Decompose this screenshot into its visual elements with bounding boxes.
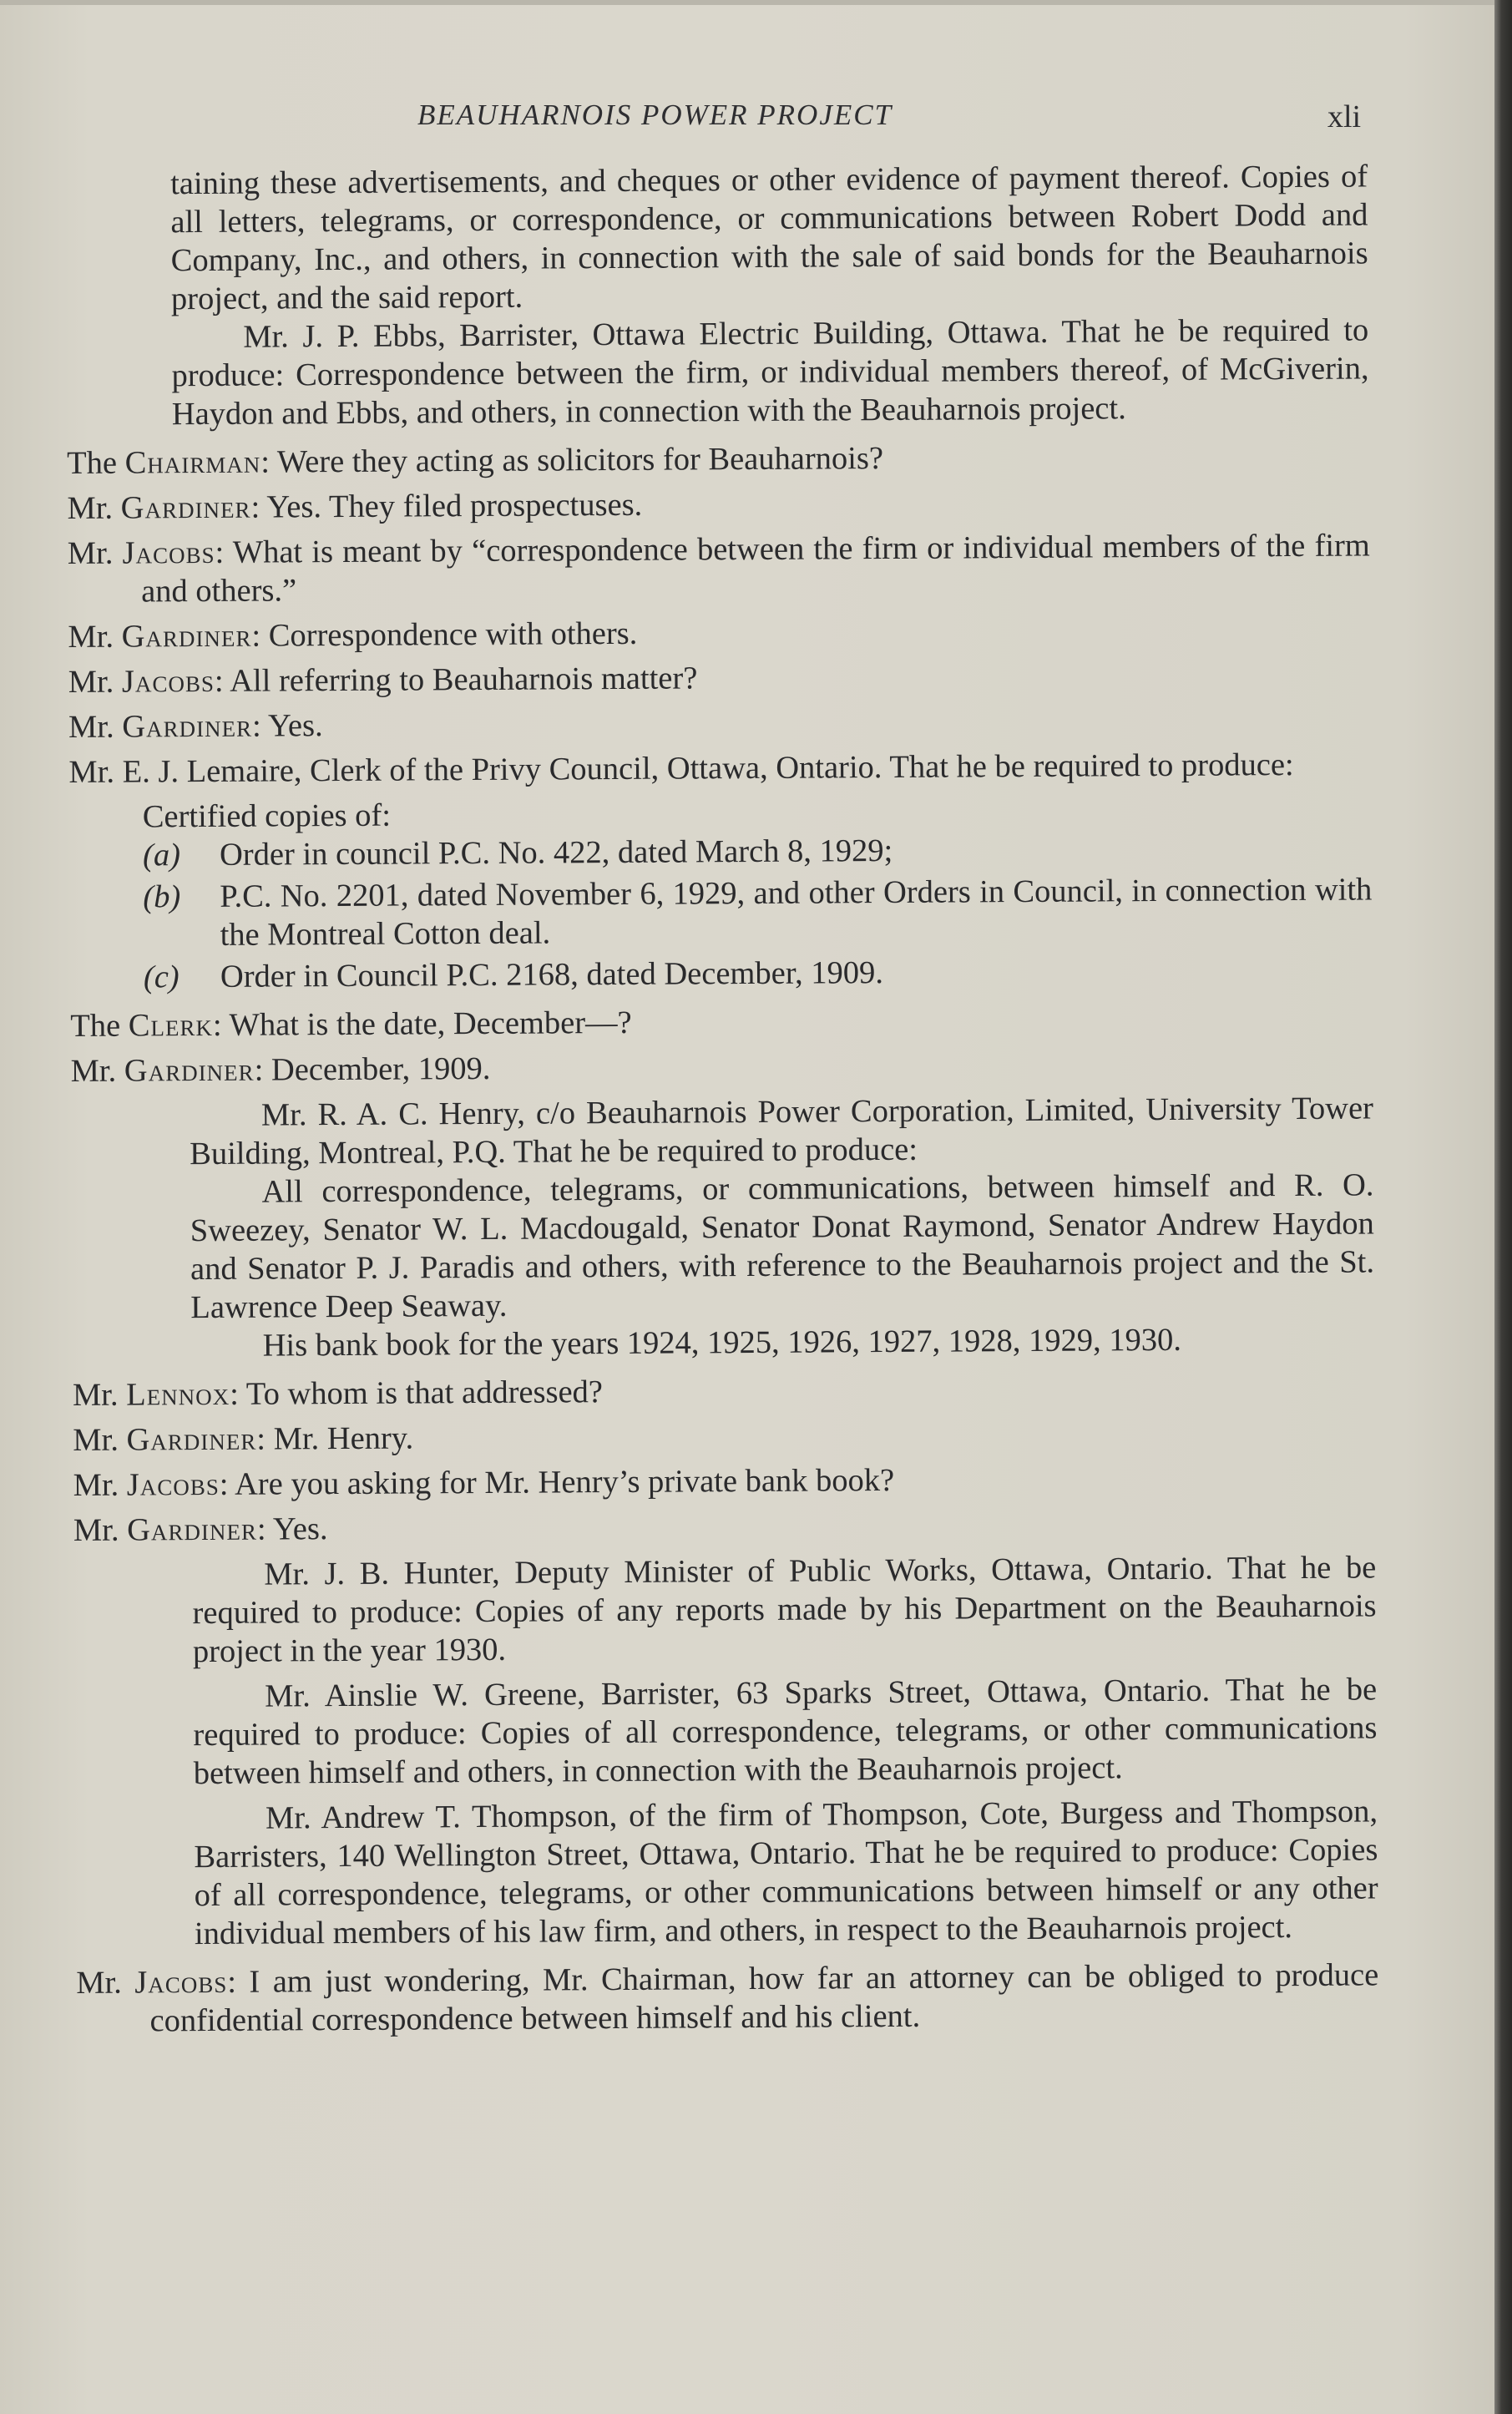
speaker-name: Jacobs bbox=[126, 1466, 220, 1503]
dialogue-clerk: The Clerk: What is the date, December—? bbox=[70, 1005, 632, 1044]
dialogue-gardiner: Mr. Gardiner: Mr. Henry. bbox=[73, 1420, 414, 1458]
speaker-name: Jacobs bbox=[134, 1964, 228, 2001]
list-text: Order in Council P.C. 2168, dated December, 1909. bbox=[220, 955, 884, 994]
certified-copies-heading: Certified copies of: bbox=[142, 797, 392, 835]
dialogue-lennox: Mr. Lennox: To whom is that addressed? bbox=[72, 1374, 604, 1413]
speaker-name: Gardiner bbox=[127, 1511, 258, 1548]
speaker-name: Jacobs bbox=[122, 534, 215, 571]
paragraph-thompson: Mr. Andrew T. Thompson, of the firm of Thompson, Cote, Burgess and Thompson, Barristers, 140 Wellington Street, Ottawa, Ontario. That he be required to produce: Copies of all correspondence, telegrams, or other communications between himself or any other individual members of his law firm, and others, in respect to the Beauharnois project. bbox=[194, 1794, 1378, 1952]
paragraph-henry-correspondence: All correspondence, telegrams, or communications, between himself and R. O. Sweezey, Senator W. L. Macdougald, Senator Donat Raymond, Senator Andrew Haydon and Senator P. J. Paradis and others, with reference to the Beauharnois project and the St. Lawrence Deep Seaway. bbox=[190, 1167, 1375, 1326]
speaker-name: Lennox bbox=[126, 1376, 230, 1413]
paragraph-ebbs: Mr. J. P. Ebbs, Barrister, Ottawa Electric Building, Ottawa. That he be required to produce: Correspondence between the firm, or individual members thereof, of McGiverin, Haydon and Ebbs, and others, in connection with the Beauharnois project. bbox=[171, 312, 1369, 433]
dialogue-gardiner: Mr. Gardiner: Yes. bbox=[73, 1511, 328, 1548]
list-item bbox=[143, 828, 1372, 874]
speaker-name: Gardiner bbox=[122, 708, 253, 745]
page-top-edge bbox=[0, 0, 1494, 5]
dialogue-gardiner: Mr. Gardiner: Yes. They filed prospectuses. bbox=[67, 487, 643, 526]
speaker-name: Gardiner bbox=[121, 618, 252, 655]
dialogue-chairman: The Chairman: Were they acting as solicitors for Beauharnois? bbox=[67, 441, 884, 481]
speaker-name: Jacobs bbox=[121, 663, 215, 700]
dialogue-jacobs: Mr. Jacobs: All referring to Beauharnois matter? bbox=[68, 660, 698, 700]
list-item bbox=[144, 950, 1373, 996]
paragraph-greene: Mr. Ainslie W. Greene, Barrister, 63 Sparks Street, Ottawa, Ontario. That he be required to produce: Copies of all correspondence, telegrams, or other communications between himself and others, in connection with the Beauharnois project. bbox=[193, 1672, 1378, 1792]
list-label: (a) bbox=[142, 838, 181, 873]
paragraph-henry-bank-book: His bank book for the years 1924, 1925, 1926, 1927, 1928, 1929, 1930. bbox=[262, 1322, 1182, 1364]
page-body bbox=[65, 157, 1379, 2047]
speaker-name: Chairman bbox=[124, 444, 261, 481]
list-label: (b) bbox=[143, 879, 181, 915]
speaker-name: Clerk bbox=[128, 1007, 214, 1044]
dialogue-jacobs: Mr. Jacobs: I am just wondering, Mr. Chairman, how far an attorney can be obliged to produce confidential correspondence between himself and his client. bbox=[76, 1957, 1379, 2039]
dialogue-gardiner: Mr. Gardiner: Yes. bbox=[68, 708, 323, 745]
dialogue-gardiner: Mr. Gardiner: Correspondence with others. bbox=[68, 615, 638, 655]
paragraph-lemaire: Mr. E. J. Lemaire, Clerk of the Privy Council, Ottawa, Ontario. That he be required to produce: bbox=[68, 747, 1294, 790]
dialogue-gardiner: Mr. Gardiner: December, 1909. bbox=[70, 1050, 491, 1089]
paragraph-hunter: Mr. J. B. Hunter, Deputy Minister of Public Works, Ottawa, Ontario. That he be required to produce: Copies of any reports made by his Department on the Beauharnois project in the year 1930. bbox=[192, 1550, 1377, 1670]
list-item bbox=[143, 870, 1373, 954]
page-number: xli bbox=[1327, 99, 1362, 134]
paragraph-henry: Mr. R. A. C. Henry, c/o Beauharnois Power Corporation, Limited, University Tower Building, Montreal, P.Q. That he be required to produce: bbox=[190, 1091, 1374, 1172]
dialogue-jacobs: Mr. Jacobs: What is meant by “correspondence between the firm or individual members of the firm and others.” bbox=[67, 528, 1370, 610]
page-header bbox=[0, 99, 1494, 140]
paragraph-bonds-continuation: taining these advertisements, and cheques or other evidence of payment thereof. Copies of all letters, telegrams, or correspondence, or communications between Robert Dodd and Company, Inc., and others, in connection with the sale of said bonds for the Beauharnois project, and the said report. bbox=[170, 159, 1368, 317]
speaker-name: Gardiner bbox=[124, 1052, 255, 1089]
running-head: BEAUHARNOIS POWER PROJECT bbox=[417, 99, 893, 131]
speaker-name: Gardiner bbox=[126, 1421, 257, 1458]
list-text: P.C. No. 2201, dated November 6, 1929, and other Orders in Council, in connection with the Montreal Cotton deal. bbox=[220, 872, 1373, 953]
dialogue-jacobs: Mr. Jacobs: Are you asking for Mr. Henry’s private bank book? bbox=[73, 1462, 895, 1503]
list-label: (c) bbox=[143, 959, 180, 995]
list-text: Order in council P.C. No. 422, dated March 8, 1929; bbox=[219, 833, 893, 873]
book-binding-edge bbox=[1494, 0, 1512, 2414]
speaker-name: Gardiner bbox=[120, 489, 251, 526]
